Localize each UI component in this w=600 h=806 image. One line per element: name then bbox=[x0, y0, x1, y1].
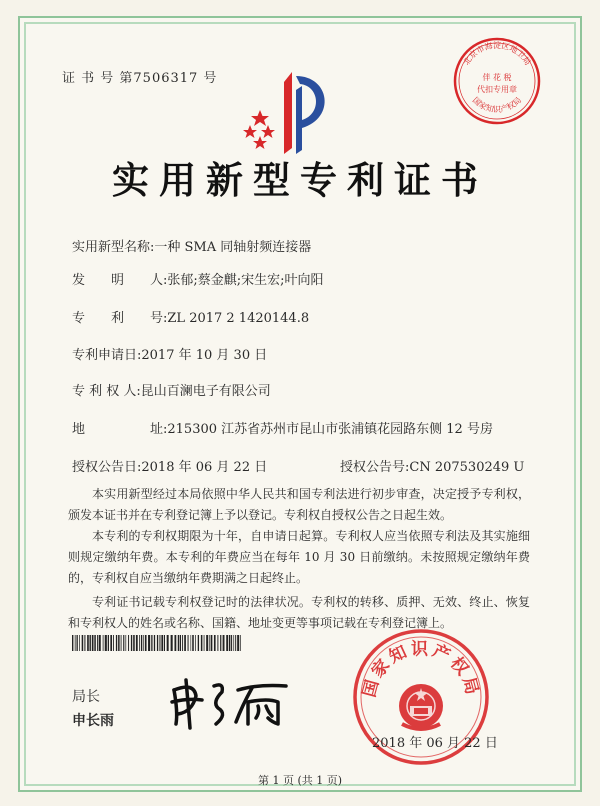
field-filing-date bbox=[72, 344, 267, 363]
director-name: 申长雨 bbox=[72, 713, 114, 729]
seal-bottom-arc-text: 国家知识产权局 bbox=[470, 95, 524, 115]
director-signature bbox=[168, 672, 298, 730]
barcode bbox=[72, 635, 242, 651]
certificate-number: 证 书 号 第7506317 号 bbox=[62, 71, 218, 86]
seal-center-text-2: 代扣专用章 bbox=[477, 85, 517, 94]
field-value: 张郁;蔡金麒;宋生宏;叶向阳 bbox=[167, 273, 324, 288]
seal-arc-text: 国家知识产权局 bbox=[359, 639, 483, 700]
tax-seal-stamp bbox=[452, 36, 542, 126]
field-value: 2017 年 10 月 30 日 bbox=[141, 348, 268, 363]
seal-date: 2018 年 06 月 22 日 bbox=[372, 736, 498, 751]
national-emblem-icon bbox=[399, 684, 443, 729]
field-label: 专利申请日: bbox=[72, 348, 142, 363]
patent-office-logo bbox=[240, 70, 340, 160]
field-address bbox=[72, 418, 493, 437]
field-value: CN 207530249 U bbox=[409, 460, 525, 475]
field-patent-number bbox=[72, 307, 309, 326]
field-label: 地 址: bbox=[72, 422, 168, 437]
director-title: 局长 bbox=[72, 689, 100, 705]
field-value: ZL 2017 2 1420144.8 bbox=[167, 311, 310, 326]
paragraph-term-statement: 本专利的专利权期限为十年，自申请日起算。专利权人应当依照专利法及其实施细则规定缴纳年费。本专利的年费应当在每年 10 月 30 日前缴纳。未按照规定缴纳年费的，专利权自应当缴纳年费期满之日起终止。 bbox=[68, 529, 530, 585]
field-label: 专 利 权 人: bbox=[72, 384, 141, 399]
field-value: 215300 江苏省苏州市昆山市张浦镇花园路东侧 12 号房 bbox=[167, 422, 493, 437]
field-value: 昆山百澜电子有限公司 bbox=[140, 384, 271, 399]
logo-star-4 bbox=[253, 136, 267, 149]
field-value: 一种 SMA 同轴射频连接器 bbox=[154, 240, 312, 255]
logo-star-1 bbox=[251, 110, 269, 126]
certificate-title: 实用新型专利证书 bbox=[112, 158, 488, 202]
paragraph-grant-statement: 本实用新型经过本局依照中华人民共和国专利法进行初步审查，决定授予专利权，颁发本证书并在专利登记簿上予以登记。专利权自授权公告之日起生效。 bbox=[68, 487, 530, 522]
field-value: 2018 年 06 月 22 日 bbox=[141, 460, 268, 475]
svg-text:国家知识产权局 bbox=[471, 96, 523, 115]
seal-center-text-1: 伴 花 税 bbox=[482, 73, 512, 82]
field-label: 发 明 人: bbox=[72, 273, 168, 288]
logo-red-stroke bbox=[284, 72, 292, 154]
logo-blue-stroke bbox=[296, 86, 302, 154]
paragraph-legal-status: 专利证书记载专利权登记时的法律状况。专利权的转移、质押、无效、终止、恢复和专利权人的姓名或名称、国籍、地址变更等事项记载在专利登记簿上。 bbox=[68, 595, 530, 630]
logo-star-3 bbox=[261, 125, 275, 138]
field-grant-announcement-date bbox=[72, 456, 267, 475]
field-label: 专 利 号: bbox=[72, 311, 168, 326]
field-label: 授权公告号: bbox=[340, 460, 410, 475]
field-utility-model-name bbox=[72, 236, 311, 255]
field-grant-announcement-number bbox=[340, 456, 524, 475]
field-inventors bbox=[72, 269, 324, 288]
field-label: 授权公告日: bbox=[72, 460, 142, 475]
page-number: 第 1 页 (共 1 页) bbox=[257, 774, 343, 787]
field-patentee bbox=[72, 380, 271, 399]
seal-top-arc-text: 北京市海淀区地卫局 bbox=[461, 41, 533, 67]
logo-star-2 bbox=[243, 125, 257, 138]
svg-text:北京市海淀区地卫局 bbox=[461, 40, 532, 67]
field-label: 实用新型名称: bbox=[72, 240, 155, 255]
